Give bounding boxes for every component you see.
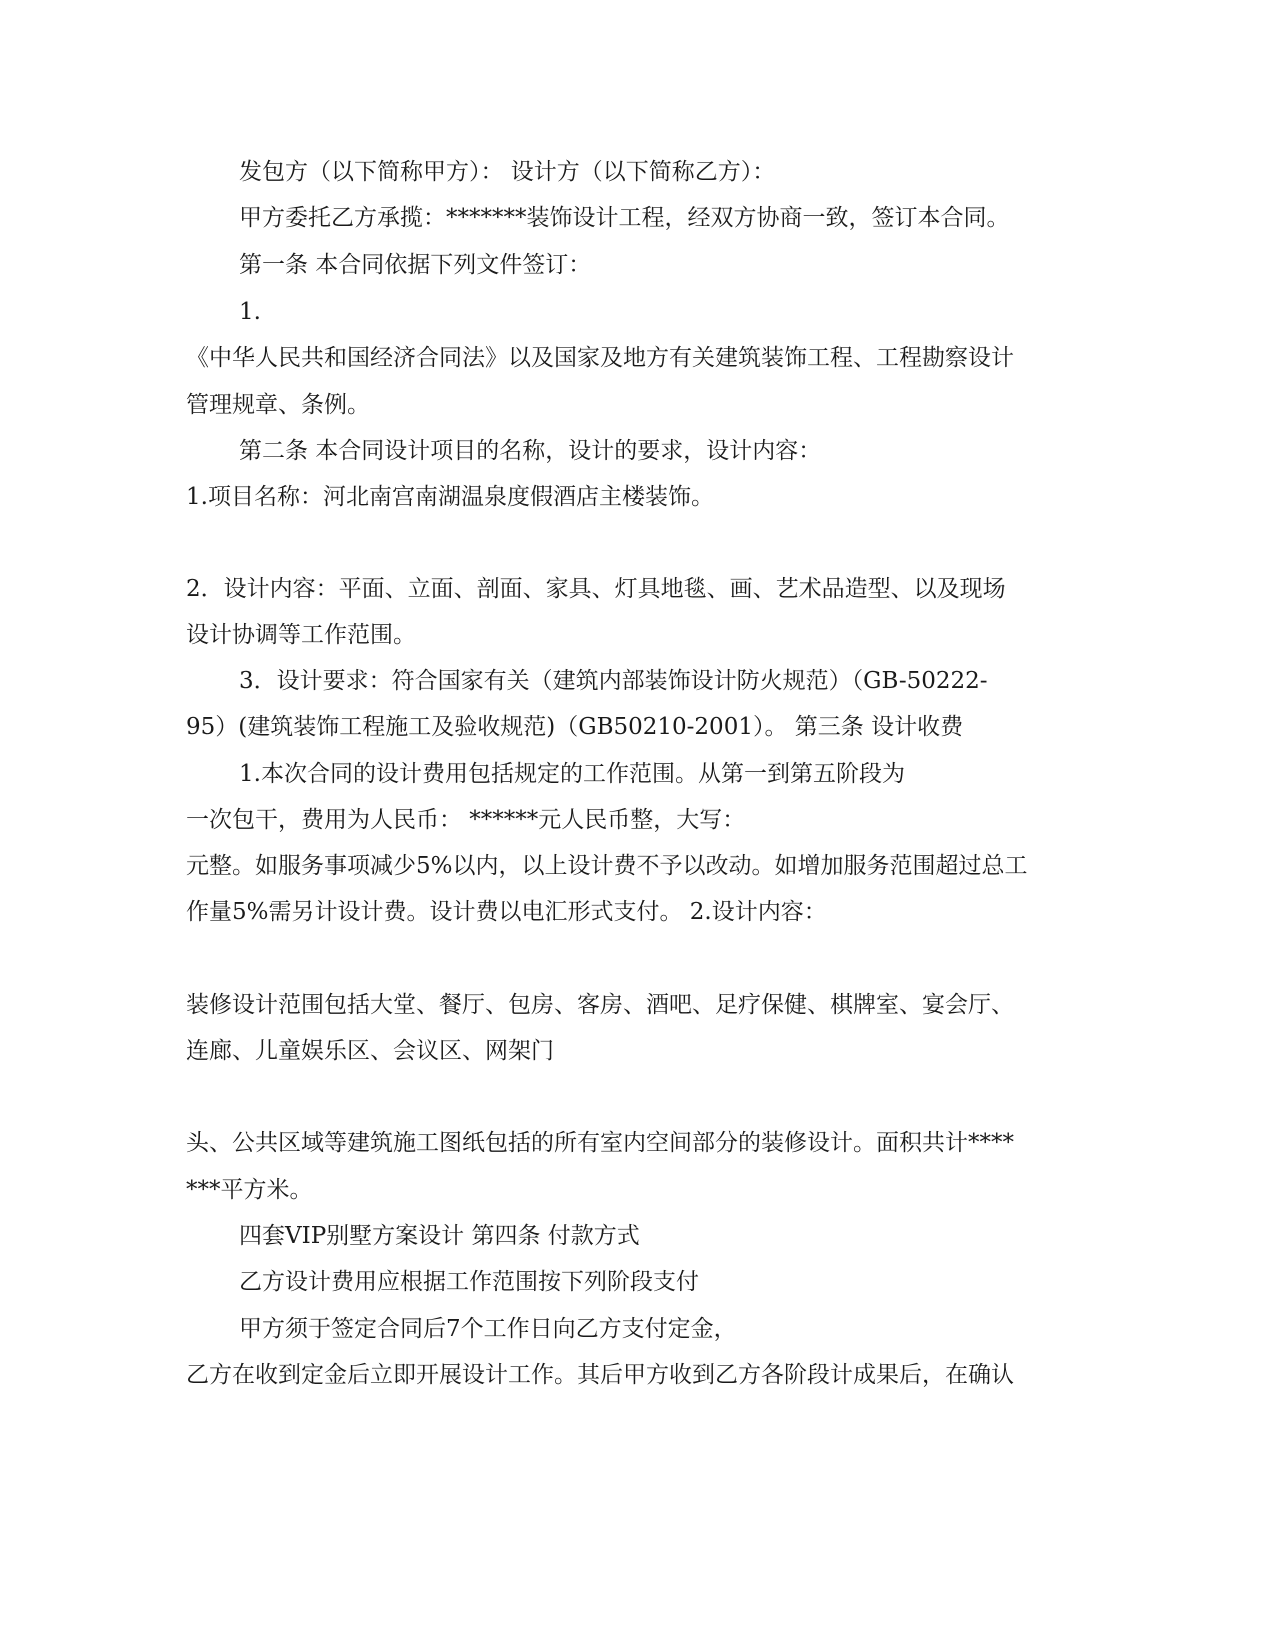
paragraph-line: 头、公共区域等建筑施工图纸包括的所有室内空间部分的装修设计。面积共计**** [186,1130,1014,1156]
party-line: 发包方（以下简称甲方）： 设计方（以下简称乙方）： [239,159,776,185]
paragraph-line: ***平方米。 [186,1177,313,1203]
paragraph-line: 95）(建筑装饰工程施工及验收规范)（GB50210-2001）。 第三条 设计收费 [186,714,964,740]
paragraph-line: 《中华人民共和国经济合同法》以及国家及地方有关建筑装饰工程、工程勘察设计 [186,345,1014,371]
scope-line: 装修设计范围包括大堂、餐厅、包房、客房、酒吧、足疗保健、棋牌室、宴会厅、 [186,992,1014,1018]
deposit-line: 甲方须于签定合同后7个工作日向乙方支付定金， [239,1316,737,1342]
article-2-heading: 第二条 本合同设计项目的名称，设计的要求，设计内容： [239,438,822,464]
fee-line: 1.本次合同的设计费用包括规定的工作范围。从第一到第五阶段为 [239,761,905,787]
article-1-heading: 第一条 本合同依据下列文件签订： [239,252,592,278]
paragraph-line: 乙方在收到定金后立即开展设计工作。其后甲方收到乙方各阶段计成果后，在确认 [186,1362,1014,1388]
payment-line: 乙方设计费用应根据工作范围按下列阶段支付 [239,1269,699,1295]
paragraph-line: 作量5%需另计设计费。设计费以电汇形式支付。 2.设计内容： [186,899,827,925]
article-4-heading: 四套VIP别墅方案设计 第四条 付款方式 [239,1223,640,1249]
design-content-line: 2．设计内容：平面、立面、剖面、家具、灯具地毯、画、艺术品造型、以及现场 [186,576,1006,602]
paragraph-line: 元整。如服务事项减少5%以内，以上设计费不予以改动。如增加服务范围超过总工 [186,853,1028,879]
paragraph-line: 管理规章、条例。 [186,392,370,418]
commission-line: 甲方委托乙方承揽：*******装饰设计工程，经双方协商一致，签订本合同。 [239,205,1010,231]
paragraph-line: 连廊、儿童娱乐区、会议区、网架门 [186,1038,554,1064]
list-number: 1. [239,299,261,325]
paragraph-line: 一次包干，费用为人民币： ******元人民币整，大写： [186,807,746,833]
paragraph-line: 设计协调等工作范围。 [186,622,416,648]
project-name-line: 1.项目名称：河北南宫南湖温泉度假酒店主楼装饰。 [186,484,714,510]
design-requirement-line: 3．设计要求：符合国家有关（建筑内部装饰设计防火规范）（GB-50222- [239,668,988,694]
